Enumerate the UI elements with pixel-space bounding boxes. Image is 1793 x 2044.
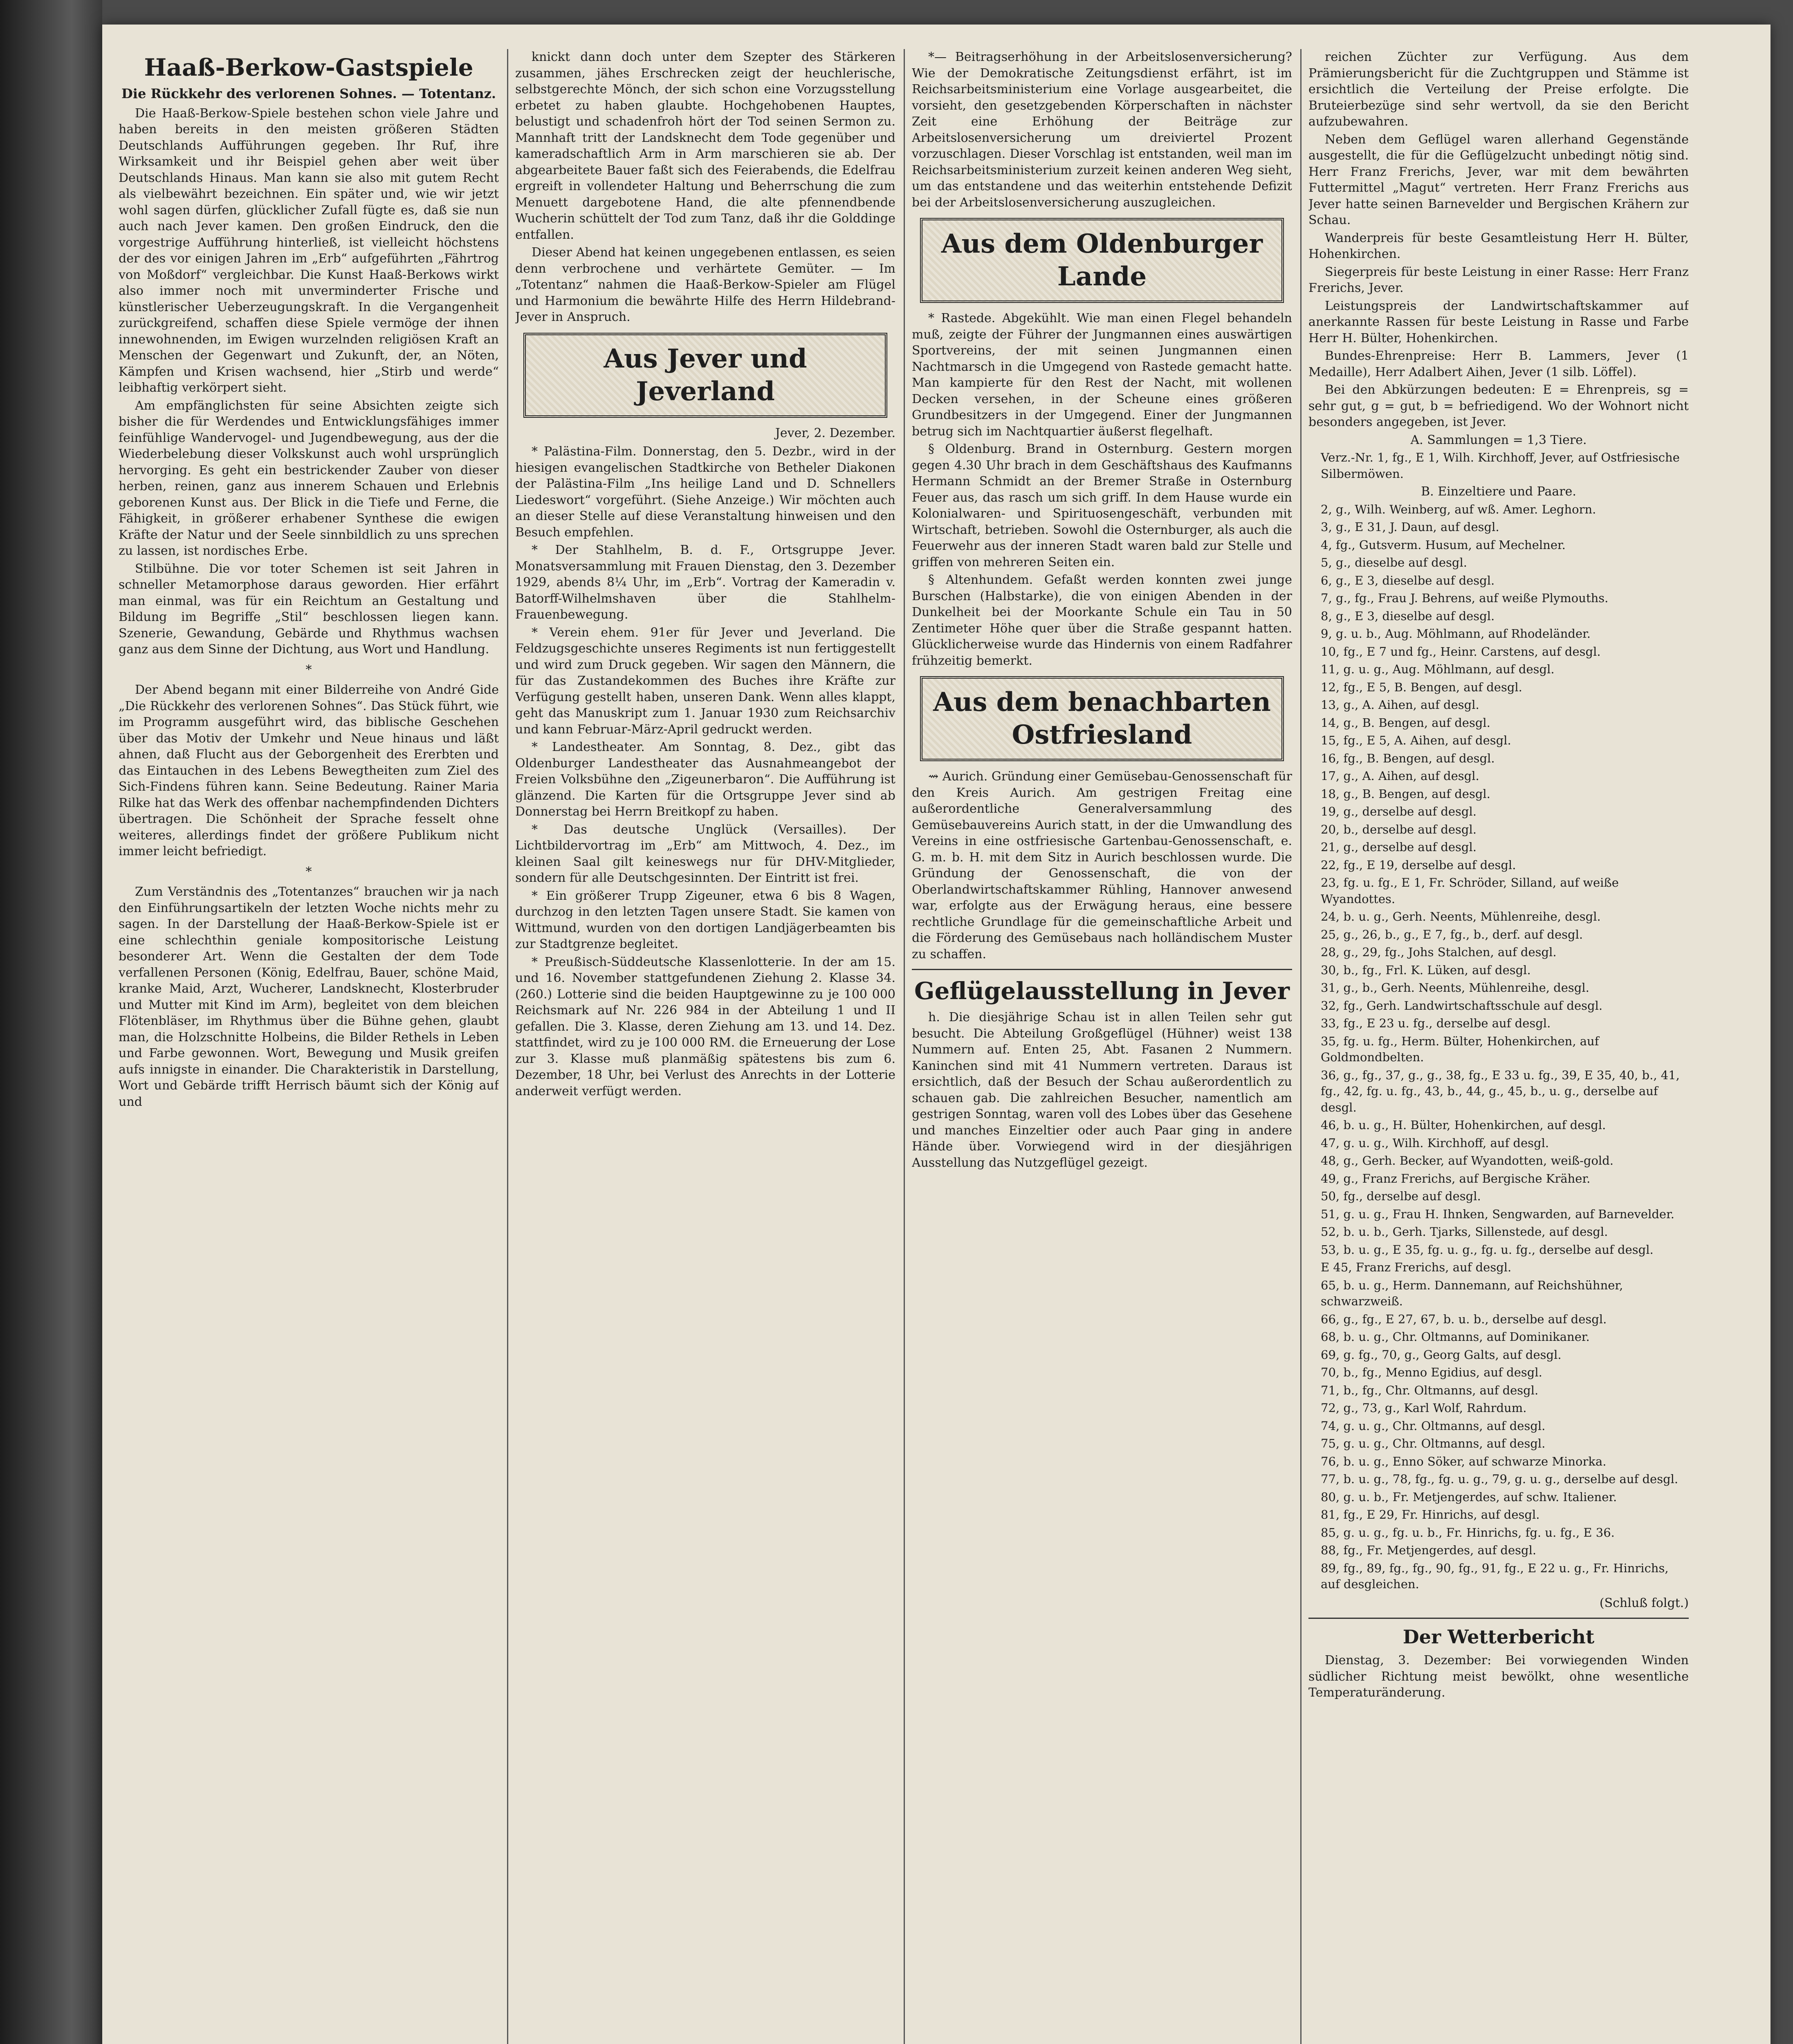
list-item: 21, g., derselbe auf desgl.	[1321, 840, 1477, 854]
continuation-note: (Schluß folgt.)	[1599, 1596, 1689, 1610]
list-item: 53, b. u. g., E 35, fg. u. g., fg. u. fg., derselbe auf desgl.	[1321, 1242, 1654, 1257]
paragraph: h. Die diesjährige Schau ist in allen Teilen sehr gut besucht. Die Abteilung Großgeflügel (Hühner) weist 138 Nummern auf. Enten 25, Abt. Fasanen 2 Nummern. Kaninchen sind mit 41 Nummern vertreten. Daraus ist ersichtlich, daß der Besuch der Schau außerordentlich zu schauen gab. Die zahlreichen Besucher, namentlich am gestrigen Sonntag, waren voll des Lobes über das Gesehene und manches Einzeltier oder auch Paar ging in andere Hände über. Vorwiegend wird in der diesjährigen Ausstellung das Nutzgeflügel gezeigt.	[912, 1010, 1292, 1170]
list-item: 32, fg., Gerh. Landwirtschaftsschule auf desgl.	[1321, 998, 1603, 1013]
list-item: 66, g., fg., E 27, 67, b. u. b., derselbe auf desgl.	[1321, 1312, 1607, 1326]
list-item: 20, b., derselbe auf desgl.	[1321, 822, 1477, 836]
paragraph: * Ein größerer Trupp Zigeuner, etwa 6 bis 8 Wagen, durchzog in den letzten Tagen unsere Stadt. Sie kamen von Wittmund, wurden von den dortigen Landjägerbeamten bis zur Stadtgrenze begleitet.	[515, 888, 895, 951]
paragraph: * Preußisch-Süddeutsche Klassenlotterie. In der am 15. und 16. November stattgefundenen Ziehung 2. Klasse 34. (260.) Lotterie sind die beiden Hauptgewinne zu je 100 000 Reichsmark auf Nr. 226 984 in der Abteilung 1 und II gefallen. Die 3. Klasse, deren Ziehung am 13. und 14. Dez. stattfindet, wird zu je 100 000 RM. die Erneuerung der Lose zur 3. Klasse muß planmäßig spätestens bis zum 6. Dezember, 18 Uhr, bei Verlust des Anrechts in der Lotterie anderweit verfügt werden.	[515, 955, 895, 1098]
paragraph: Dieser Abend hat keinen ungegebenen entlassen, es seien denn verbrochene und verhärtete Gemüter. — Im „Totentanz“ nahmen die Haaß-Berkow-Spieler am Flügel und Harmonium die bewährte Hilfe des Herrn Hildebrand-Jever in Anspruch.	[515, 245, 895, 324]
list-item: 14, g., B. Bengen, auf desgl.	[1321, 715, 1490, 730]
award: Bundes-Ehrenpreise: Herr B. Lammers, Jever (1 Medaille), Herr Adalbert Aihen, Jever (1 silb. Löffel).	[1308, 349, 1689, 379]
list-item: 69, g. fg., 70, g., Georg Galts, auf desgl.	[1321, 1347, 1562, 1362]
list-item: 77, b. u. g., 78, fg., fg. u. g., 79, g. u. g., derselbe auf desgl.	[1321, 1472, 1679, 1486]
column-rule	[904, 49, 905, 2044]
paragraph: * Verein ehem. 91er für Jever und Jeverland. Die Feldzugsgeschichte unseres Regiments ist nun fertiggestellt und wird zum Druck gegeben. Wir sagen den Männern, die für das Zustandekommen des Buches ihre Kräfte zur Verfügung gestellt haben, unseren Dank. Wenn alles klappt, geht das Manuskript zum 1. Januar 1930 zum Reichsarchiv und kann Februar-März-April gedruckt werden.	[515, 625, 895, 737]
list-item: 30, b., fg., Frl. K. Lüken, auf desgl.	[1321, 963, 1531, 977]
award-list	[1308, 502, 1689, 1593]
paragraph: Stilbühne. Die vor toter Schemen ist seit Jahren in schneller Metamorphose daraus geworden. Hier erfährt man einmal, was für ein Reichtum an Gestaltung und Bildung im Begriffe „Stil“ beschlossen liegen kann. Szenerie, Gewandung, Gebärde und Rhythmus wachsen ganz aus dem Sinne der Dichtung, aus Wort und Handlung.	[119, 561, 499, 657]
list-item: 36, g., fg., 37, g., g., 38, fg., E 33 u. fg., 39, E 35, 40, b., 41, fg., 42, fg. u. fg., 43, b., 44, g., 45, b., u. g., derselbe auf desgl.	[1321, 1068, 1680, 1114]
list-item: 65, b. u. g., Herm. Dannemann, auf Reichshühner, schwarzweiß.	[1321, 1278, 1623, 1308]
paragraph: Neben dem Geflügel waren allerhand Gegenstände ausgestellt, die für die Geflügelzucht unbedingt nötig sind. Herr Franz Frerichs, Jever, war mit dem bewährten Futtermittel „Magut“ vertreten. Herr Franz Frerichs aus Jever hatte seinen Barnevelder und Bergischen Krähern zur Schau.	[1308, 132, 1689, 227]
award: Leistungspreis der Landwirtschaftskammer auf anerkannte Rassen für beste Leistung in Rasse und Farbe Herr H. Bülter, Hohenkirchen.	[1308, 298, 1689, 345]
list-item: 5, g., dieselbe auf desgl.	[1321, 556, 1467, 569]
list-item: 28, g., 29, fg., Johs Stalchen, auf desgl.	[1321, 945, 1557, 959]
list-item: 31, g., b., Gerh. Neents, Mühlenreihe, desgl.	[1321, 981, 1589, 995]
list-item: 13, g., A. Aihen, auf desgl.	[1321, 698, 1479, 712]
list-item: 89, fg., 89, fg., fg., 90, fg., 91, fg., E 22 u. g., Fr. Hinrichs, auf desgleichen.	[1321, 1561, 1669, 1591]
section-heading: A. Sammlungen = 1,3 Tiere.	[1410, 433, 1587, 447]
list-item: 88, fg., Fr. Metjengerdes, auf desgl.	[1321, 1543, 1537, 1557]
weather-report: Dienstag, 3. Dezember: Bei vorwiegenden Winden südlicher Richtung meist bewölkt, ohne wesentliche Temperaturänderung.	[1308, 1653, 1689, 1700]
paragraph: *— Beitragserhöhung in der Arbeitslosenversicherung? Wie der Demokratische Zeitungsdienst erfährt, ist im Reichsarbeitsministerium eine Vorlage ausgearbeitet, die vorsieht, den gesetzgebenden Körperschaften in nächster Zeit eine Erhöhung der Beiträge zur Arbeitslosenversicherung um dreiviertel Prozent vorzuschlagen. Dieser Vorschlag ist entstanden, weil man im Reichsarbeitsministerium zurzeit keinen anderen Weg sieht, um das entstandene und das weiterhin entstehende Defizit bei der Arbeitslosenversicherung auszugleichen.	[912, 50, 1292, 210]
list-item: 33, fg., E 23 u. fg., derselbe auf desgl.	[1321, 1016, 1551, 1030]
section-header-box: Aus dem benachbarten Ostfriesland	[920, 676, 1284, 761]
list-item: 74, g. u. g., Chr. Oltmanns, auf desgl.	[1321, 1419, 1546, 1433]
list-item: 9, g. u. b., Aug. Möhlmann, auf Rhodeländer.	[1321, 627, 1591, 641]
list-item: 11, g. u. g., Aug. Möhlmann, auf desgl.	[1321, 662, 1555, 676]
paragraph: * Das deutsche Unglück (Versailles). Der Lichtbildervortrag im „Erb“ am Mittwoch, 4. Dez., im kleinen Saal gilt keineswegs nur für DHV-Mitglieder, sondern für alle Deutschgesinnten. Der Eintritt ist frei.	[515, 822, 895, 885]
list-item: 10, fg., E 7 und fg., Heinr. Carstens, auf desgl.	[1321, 644, 1601, 659]
list-item: 76, b. u. g., Enno Söker, auf schwarze Minorka.	[1321, 1454, 1607, 1468]
divider	[1308, 1618, 1689, 1619]
dateline: Jever, 2. Dezember.	[775, 426, 895, 440]
list-item: 75, g. u. g., Chr. Oltmanns, auf desgl.	[1321, 1437, 1546, 1450]
paragraph: knickt dann doch unter dem Szepter des Stärkeren zusammen, jähes Erschrecken zeigt der heuchlerische, selbstgerechte Mönch, der sich schon eine Vorzugsstellung erbetet zu haben glaubte. Hochgehobenen Hauptes, belustigt und schadenfroh hört der Tod seinen Sermon zu. Mannhaft tritt der Landsknecht dem Tode gegenüber und kameradschaftlich Arm in Arm marschieren sie ab. Der abgearbeitete Bauer faßt sich des Feierabends, die Edelfrau ergreift in vollendeter Haltung und Beherrschung die zum Menuett dargebotene Hand, die alte pfennendbende Wucherin schüttelt der Tod zum Tanz, daß ihr die Golddinge entfallen.	[515, 50, 895, 242]
list-item: 47, g. u. g., Wilh. Kirchhoff, auf desgl.	[1321, 1136, 1549, 1150]
list-item: 51, g. u. g., Frau H. Ihnken, Sengwarden, auf Barnevelder.	[1321, 1207, 1674, 1221]
abbreviations: Bei den Abkürzungen bedeuten: E = Ehrenpreis, sg = sehr gut, g = gut, b = befriedigend. Wo der Wohnort nicht besonders angegeben, ist Jever.	[1308, 383, 1689, 429]
list-item: 72, g., 73, g., Karl Wolf, Rahrdum.	[1321, 1401, 1527, 1415]
list-item: 6, g., E 3, dieselbe auf desgl.	[1321, 573, 1495, 587]
paragraph: ⇝ Aurich. Gründung einer Gemüsebau-Genossenschaft für den Kreis Aurich. Am gestrigen Freitag eine außerordentliche Generalversammlung des Gemüsebauvereins Aurich statt, in der die Umwandlung des Vereins in eine ostfriesische Gartenbau-Genossenschaft, e. G. m. b. H. mit dem Sitz in Aurich beschlossen wurde. Die Gründung der Genossenschaft, die von der Oberlandwirtschaftskammer Rühling, Hannover anwesend war, erfolgte aus der Erwägung heraus, eine bessere rechtliche Grundlage für die gemeinschaftliche Arbeit und die Förderung des Gemüsebaus nach holländischem Muster zu schaffen.	[912, 769, 1292, 961]
weather-title: Der Wetterbericht	[1403, 1626, 1595, 1648]
paragraph: Der Abend begann mit einer Bilderreihe von André Gide „Die Rückkehr des verlorenen Sohnes“. Das Stück führt, wie im Programm ausgeführt wird, das biblische Geschehen über das Motiv der Umkehr und Neue hinaus und läßt ahnen, daß Flucht aus der Geborgenheit des Ererbten und das Eintauchen in des Lebens Bewegtheiten zum Ziel des Sich-Findens führen kann. Seine Bedeutung. Rainer Maria Rilke hat das Werk des offenbar nachempfindenden Dichters übertragen. Die Schönheit der Sprache fesselt ohne weiteres, allerdings findet der größere Publikum nicht immer leicht befriedigt.	[119, 683, 499, 858]
list-item: 81, fg., E 29, Fr. Hinrichs, auf desgl.	[1321, 1508, 1540, 1522]
separator-star: *	[305, 662, 312, 677]
list-item: 24, b. u. g., Gerh. Neents, Mühlenreihe, desgl.	[1321, 910, 1601, 923]
column-2	[515, 49, 895, 2044]
list-item: 70, b., fg., Menno Egidius, auf desgl.	[1321, 1365, 1542, 1379]
list-item: Verz.-Nr. 1, fg., E 1, Wilh. Kirchhoff, Jever, auf Ostfriesische Silbermöwen.	[1321, 450, 1680, 481]
list-item: 19, g., derselbe auf desgl.	[1321, 805, 1477, 818]
column-3	[912, 49, 1292, 2044]
book-binding	[0, 0, 102, 2044]
list-item: 49, g., Franz Frerichs, auf Bergische Kräher.	[1321, 1171, 1591, 1186]
list-item: 17, g., A. Aihen, auf desgl.	[1321, 769, 1479, 783]
list-item: 68, b. u. g., Chr. Oltmanns, auf Dominikaner.	[1321, 1330, 1590, 1344]
article-title: Geflügelausstellung in Jever	[914, 977, 1290, 1005]
column-4	[1308, 49, 1689, 2044]
award: Siegerpreis für beste Leistung in einer Rasse: Herr Franz Frerichs, Jever.	[1308, 264, 1689, 295]
list-item: 80, g. u. b., Fr. Metjengerdes, auf schw. Italiener.	[1321, 1490, 1617, 1504]
divider	[912, 969, 1292, 970]
column-1	[119, 49, 499, 2044]
paragraph: Zum Verständnis des „Totentanzes“ brauchen wir ja nach den Einführungsartikeln der letzten Woche nichts mehr zu sagen. In der Darstellung der Haaß-Berkow-Spiele ist er eine schlechthin geniale kompositorische Leistung besonderer Art. Wenn die Gestalten der dem Tode verfallenen Personen (König, Edelfrau, Bauer, schöne Maid, kranke Maid, Arzt, Wucherer, Landsknecht, Klosterbruder und Mutter mit Kind im Arm), begleitet von dem bleichen Flötenbläser, im Rhythmus über die Bühne gehen, glaubt man, die Holzschnitte Holbeins, die Bilder Rethels in Leben und Farbe gewonnen. Wort, Bewegung und Musik greifen aufs innigste in einander. Die Charakteristik in Darstellung, Wort und Gebärde trifft Herrisch bäumt sich der König auf und	[119, 885, 499, 1109]
list-item: 50, fg., derselbe auf desgl.	[1321, 1189, 1481, 1203]
list-item: 18, g., B. Bengen, auf desgl.	[1321, 787, 1490, 801]
list-item: 48, g., Gerh. Becker, auf Wyandotten, weiß-gold.	[1321, 1154, 1613, 1168]
list-item: 85, g. u. g., fg. u. b., Fr. Hinrichs, fg. u. fg., E 36.	[1321, 1525, 1615, 1540]
list-item: 22, fg., E 19, derselbe auf desgl.	[1321, 858, 1516, 872]
article-title: Haaß-Berkow-Gastspiele	[144, 54, 473, 81]
list-item: 35, fg. u. fg., Herm. Bülter, Hohenkirchen, auf Goldmondbelten.	[1321, 1034, 1599, 1064]
paragraph: § Altenhundem. Gefaßt werden konnten zwei junge Burschen (Halbstarke), die von einigen Abenden in der Dunkelheit bei der Moorkante Schule ein Tau in 50 Zentimeter Höhe quer über die Straße gespannt hatten. Glücklicherweise wurde das Hindernis von einem Radfahrer frühzeitig bemerkt.	[912, 573, 1292, 668]
list-item: 7, g., fg., Frau J. Behrens, auf weiße Plymouths.	[1321, 591, 1609, 605]
list-item: 46, b. u. g., H. Bülter, Hohenkirchen, auf desgl.	[1321, 1118, 1606, 1132]
list-item: 23, fg. u. fg., E 1, Fr. Schröder, Silland, auf weiße Wyandottes.	[1321, 876, 1619, 906]
article-subtitle: Die Rückkehr des verlorenen Sohnes. — Totentanz.	[121, 86, 496, 101]
list-item: 8, g., E 3, dieselbe auf desgl.	[1321, 609, 1495, 623]
list-item: 25, g., 26, b., g., E 7, fg., b., derf. auf desgl.	[1321, 927, 1583, 941]
section-header-box: Aus dem Oldenburger Lande	[920, 218, 1284, 303]
list-item: 16, fg., B. Bengen, auf desgl.	[1321, 751, 1495, 765]
list-item: 4, fg., Gutsverm. Husum, auf Mechelner.	[1321, 538, 1566, 552]
section-header-box: Aus Jever und Jeverland	[523, 333, 887, 418]
list-item: 15, fg., E 5, A. Aihen, auf desgl.	[1321, 733, 1511, 747]
award: Wanderpreis für beste Gesamtleistung Herr H. Bülter, Hohenkirchen.	[1308, 231, 1689, 261]
separator-star: *	[305, 864, 312, 879]
paragraph: Am empfänglichsten für seine Absichten zeigte sich bisher die für Werdendes und Entwicklungsfähiges immer feinfühlige Wandervogel- und Jugendbewegung, aus der die Wiederbelebung dieser Volkskunst auch wohl ursprünglich hervorging. Es geht ein bestrickender Zauber von dieser herben, reinen, ganz aus innerem Schauen und Erlebnis geborenen Kunst aus. Der Blick in die Tiefe und Ferne, die Fähigkeit, in größerer erhabener Synthese die ewigen Kräfte der Natur und der Seele sinnbildlich zu uns sprechen zu lassen, ist nordisches Erbe.	[119, 398, 499, 558]
list-item: E 45, Franz Frerichs, auf desgl.	[1321, 1260, 1512, 1274]
paragraph: § Oldenburg. Brand in Osternburg. Gestern morgen gegen 4.30 Uhr brach in dem Geschäftshaus des Kaufmanns Hermann Schmidt an der Bremer Straße in Osternburg Feuer aus, das rasch um sich griff. In dem Hause wurde ein Kolonialwaren- und Spirituosengeschäft, verbunden mit Wirtschaft, betrieben. Sowohl die Osternburger, als auch die Feuerwehr aus der inneren Stadt waren bald zur Stelle und griffen von mehreren Seiten ein.	[912, 442, 1292, 569]
section-heading: B. Einzeltiere und Paare.	[1421, 484, 1576, 499]
column-rule	[1300, 49, 1302, 2044]
list-item: 2, g., Wilh. Weinberg, auf wß. Amer. Leghorn.	[1321, 502, 1596, 516]
paragraph: Die Haaß-Berkow-Spiele bestehen schon viele Jahre und haben bereits in den meisten größeren Städten Deutschlands Aufführungen gegeben. Ihr Ruf, ihre Wirksamkeit und ihr Beispiel gehen aber weit über Deutschlands Hinaus. Man kann sie also mit gutem Recht als vielbewährt bezeichnen. Ein später und, wie wir jetzt wohl sagen dürfen, glücklicher Zufall fügte es, daß sie nun auch nach Jever kamen. Den großen Eindruck, den die vorgestrige Aufführung hinterließ, ist vielleicht höchstens der des vor einigen Jahren im „Erb“ aufgeführten „Fährtrog von Moßdorf“ vergleichbar. Die Kunst Haaß-Berkows wirkt also immer noch mit unverminderter Frische und künstlerischer Ueberzeugungskraft. In die Vergangenheit zurückgreifend, schaffen diese Spiele vermöge der ihnen innewohnenden, im Ewigen wurzelnden religiösen Kraft an Menschen der Gegenwart und Zukunft, der, an Nöten, Kämpfen und Krisen wachsend, hier „Stirb und werde“ leibhaftig verkörpert sieht.	[119, 106, 499, 395]
column-rule	[507, 49, 508, 2044]
list-item: 12, fg., E 5, B. Bengen, auf desgl.	[1321, 680, 1522, 694]
paragraph: * Landestheater. Am Sonntag, 8. Dez., gibt das Oldenburger Landestheater das Ausnahmeangebot der Freien Volksbühne den „Zigeunerbaron“. Die Aufführung ist glänzend. Die Karten für die Ortsgruppe Jever sind ab Donnerstag bei Herrn Breitkopf zu haben.	[515, 740, 895, 819]
list-item: 3, g., E 31, J. Daun, auf desgl.	[1321, 520, 1499, 534]
paragraph: * Der Stahlhelm, B. d. F., Ortsgruppe Jever. Monatsversammlung mit Frauen Dienstag, den 3. Dezember 1929, abends 8¼ Uhr, im „Erb“. Vortrag der Kameradin v. Batorff-Wilhelmshaven über die Stahlhelm-Frauenbewegung.	[515, 543, 895, 622]
paragraph: * Palästina-Film. Donnerstag, den 5. Dezbr., wird in der hiesigen evangelischen Stadtkirche von Betheler Diakonen der Palästina-Film „Ins heilige Land und D. Schnellers Liedeswort“ vorgeführt. (Siehe Anzeige.) Wir möchten auch an dieser Stelle auf diese Veranstaltung hinweisen und den Besuch empfehlen.	[515, 444, 895, 540]
paragraph: reichen Züchter zur Verfügung. Aus dem Prämierungsbericht für die Zuchtgruppen und Stämme ist ersichtlich die Verteilung der Preise erfolgte. Die Bruteierbezüge sind sehr wertvoll, da sie den Bericht aufzubewahren.	[1308, 50, 1689, 129]
list-item: 71, b., fg., Chr. Oltmanns, auf desgl.	[1321, 1383, 1539, 1397]
list-item: 52, b. u. b., Gerh. Tjarks, Sillenstede, auf desgl.	[1321, 1225, 1608, 1239]
paragraph: * Rastede. Abgekühlt. Wie man einen Flegel behandeln muß, zeigte der Führer der Jungmannen eines auswärtigen Sportvereins, der mit seinen Jungmannen einen Nachtmarsch in die Umgegend von Rastede gemacht hatte. Man kampierte für den Rest der Nacht, mit wollenen Decken versehen, in der Scheune eines größeren Grundbesitzers in der Umgegend. Einer der Jungmannen betrug sich im Nachtquartier äußerst flegelhaft.	[912, 311, 1292, 439]
